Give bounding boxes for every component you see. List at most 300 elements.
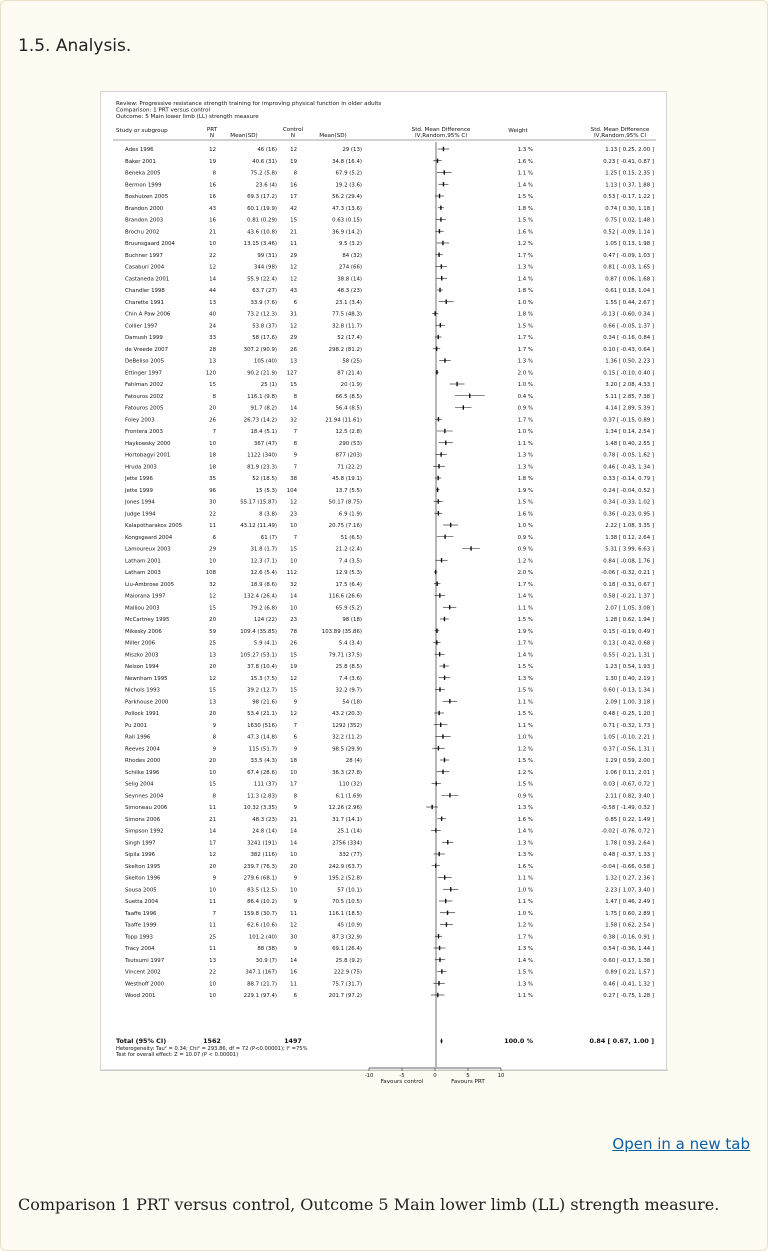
control-mean-sd: 1292 (352) bbox=[332, 722, 362, 729]
study-row bbox=[124, 958, 654, 964]
study-row bbox=[125, 570, 654, 576]
control-n: 14 bbox=[290, 957, 297, 964]
weight-value: 1.2 % bbox=[517, 241, 533, 247]
study-name: Ettinger 1997 bbox=[125, 370, 162, 377]
prt-n: 7 bbox=[212, 910, 216, 917]
control-n: 26 bbox=[290, 640, 297, 647]
prt-n: 6 bbox=[212, 534, 216, 541]
prt-n: 13 bbox=[209, 652, 216, 659]
smd-ci-value: 0.66 [ -0.05, 1.37 ] bbox=[603, 323, 654, 330]
prt-mean-sd: 98 (21.6) bbox=[252, 699, 277, 706]
study-row bbox=[125, 970, 654, 976]
study-row bbox=[125, 429, 654, 435]
prt-n: 12 bbox=[209, 675, 216, 682]
study-name: Casaburi 2004 bbox=[125, 264, 165, 271]
weight-value: 1.7 % bbox=[517, 640, 533, 647]
control-n: 38 bbox=[290, 476, 297, 482]
study-row bbox=[125, 605, 654, 611]
prt-n: 13 bbox=[209, 299, 216, 306]
prt-mean-sd: 239.7 (76.3) bbox=[243, 863, 277, 870]
prt-mean-sd: 5.9 (4.1) bbox=[253, 640, 277, 647]
prt-mean-sd: 53.8 (37) bbox=[252, 323, 277, 330]
study-row bbox=[125, 664, 654, 670]
study-row bbox=[125, 265, 654, 271]
control-mean-sd: 32.8 (11.7) bbox=[332, 323, 362, 330]
prt-n: 29 bbox=[209, 546, 216, 553]
smd-ci-value: 0.15 [ -0.19, 0.49 ] bbox=[603, 628, 654, 635]
weight-value: 1.9 % bbox=[517, 628, 533, 635]
smd-ci-value: 0.48 [ -0.37, 1.33 ] bbox=[603, 852, 654, 858]
study-row bbox=[125, 241, 654, 247]
study-row bbox=[125, 370, 654, 376]
control-n: 12 bbox=[290, 922, 297, 929]
weight-value: 1.1 % bbox=[517, 875, 533, 882]
point-estimate bbox=[444, 617, 445, 621]
prt-mean-sd: 105 (40) bbox=[253, 358, 277, 365]
study-name: Taaffe 1999 bbox=[125, 922, 157, 929]
prt-n: 16 bbox=[209, 217, 216, 224]
prt-mean-sd: 30.9 (7) bbox=[255, 957, 277, 964]
weight-value: 1.6 % bbox=[517, 229, 533, 236]
smd-ci-value: 2.22 [ 1.08, 3.35 ] bbox=[605, 523, 654, 529]
study-row bbox=[125, 406, 654, 412]
prt-mean-sd: 124 (22) bbox=[253, 617, 277, 623]
point-estimate bbox=[446, 300, 447, 304]
weight-value: 1.3 % bbox=[517, 840, 533, 847]
weight-value: 1.6 % bbox=[517, 816, 533, 823]
point-estimate bbox=[444, 758, 445, 762]
control-mean-sd: 21.94 (11.61) bbox=[325, 417, 362, 424]
study-name: Selig 2004 bbox=[125, 781, 154, 788]
study-row bbox=[125, 159, 654, 165]
prt-n: 16 bbox=[209, 194, 216, 200]
weight-value: 1.1 % bbox=[517, 605, 533, 612]
prt-mean-sd: 0.81 (0.29) bbox=[247, 217, 277, 224]
smd-ci-value: -0.06 [ -0.32, 0.21 ] bbox=[601, 570, 654, 576]
study-name: Boshuizen 2005 bbox=[125, 194, 169, 200]
prt-mean-sd: 132.4 (26.4) bbox=[243, 593, 277, 600]
study-name: Liu-Ambrose 2005 bbox=[125, 581, 175, 588]
prt-n: 20 bbox=[209, 863, 216, 870]
weight-value: 1.1 % bbox=[517, 993, 533, 999]
control-mean-sd: 19.2 (3.6) bbox=[335, 182, 362, 189]
control-n: 10 bbox=[290, 523, 297, 529]
control-mean-sd: 32.2 (11.2) bbox=[332, 734, 362, 741]
control-mean-sd: 47.3 (13.6) bbox=[332, 205, 362, 212]
smd-ci-value: -0.02 [ -0.76, 0.72 ] bbox=[601, 828, 654, 835]
study-row bbox=[125, 840, 654, 846]
overall-effect-text: Test for overall effect: Z = 10.07 (P < 0.00001) bbox=[116, 1052, 239, 1058]
control-n: 112 bbox=[286, 570, 297, 576]
prt-n: 32 bbox=[209, 581, 216, 588]
control-n: 26 bbox=[290, 346, 297, 353]
weight-value: 1.7 % bbox=[517, 581, 533, 588]
study-row bbox=[125, 288, 654, 294]
smd-ci-value: 0.34 [ -0.16, 0.84 ] bbox=[603, 335, 654, 341]
study-name: Nelson 1994 bbox=[125, 664, 159, 670]
smd-ci-value: 0.54 [ -0.36, 1.44 ] bbox=[603, 946, 654, 952]
study-row bbox=[125, 805, 654, 811]
weight-value: 1.5 % bbox=[517, 323, 533, 330]
smd-ci-value: 0.27 [ -0.75, 1.28 ] bbox=[603, 993, 654, 999]
weight-value: 1.7 % bbox=[517, 252, 533, 259]
point-estimate bbox=[444, 676, 445, 680]
control-mean-sd: 298.2 (81.2) bbox=[328, 346, 362, 353]
study-row bbox=[125, 453, 654, 459]
study-row bbox=[125, 218, 654, 224]
control-mean-sd: 87 (21.4) bbox=[337, 370, 362, 377]
study-name: Sipila 1996 bbox=[125, 852, 156, 858]
control-mean-sd: 195.2 (52.8) bbox=[328, 875, 362, 882]
control-n: 15 bbox=[290, 652, 297, 659]
control-n: 15 bbox=[290, 546, 297, 553]
smd-ci-value: 0.74 [ 0.30, 1.18 ] bbox=[605, 205, 654, 212]
prt-mean-sd: 12.3 (7.1) bbox=[250, 558, 277, 565]
point-estimate bbox=[445, 899, 446, 903]
prt-mean-sd: 15 (5.3) bbox=[255, 487, 277, 494]
point-estimate bbox=[436, 582, 437, 586]
study-name: Lamoureux 2003 bbox=[125, 546, 171, 553]
smd-ci-value: 1.05 [ -0.10, 2.21 ] bbox=[603, 734, 654, 741]
control-n: 14 bbox=[290, 840, 297, 847]
smd-ci-value: 0.13 [ -0.42, 0.68 ] bbox=[603, 640, 654, 647]
control-mean-sd: 6.9 (1.9) bbox=[338, 511, 362, 518]
control-mean-sd: 56.4 (8.5) bbox=[335, 405, 362, 412]
smd-ci-value: 0.55 [ -0.21, 1.31 ] bbox=[603, 652, 654, 659]
weight-value: 1.4 % bbox=[517, 182, 533, 189]
study-row bbox=[125, 793, 654, 799]
prt-n: 28 bbox=[209, 346, 216, 353]
smd-ci-value: 1.75 [ 0.60, 2.89 ] bbox=[605, 910, 654, 917]
smd-ci-value: 1.23 [ 0.54, 1.93 ] bbox=[605, 664, 654, 670]
study-name: Buchner 1997 bbox=[125, 252, 163, 259]
study-name: Judge 1994 bbox=[125, 511, 156, 518]
smd-ci-value: 0.78 [ -0.05, 1.62 ] bbox=[603, 452, 654, 459]
point-estimate bbox=[438, 746, 439, 750]
smd-ci-value: 1.25 [ 0.15, 2.35 ] bbox=[605, 170, 654, 177]
prt-n: 9 bbox=[212, 722, 216, 729]
control-n: 127 bbox=[286, 370, 297, 377]
control-mean-sd: 25.8 (9.2) bbox=[335, 957, 362, 964]
weight-value: 1.0 % bbox=[517, 734, 533, 741]
control-mean-sd: 56.2 (29.4) bbox=[332, 194, 362, 200]
prt-mean-sd: 75.2 (5.8) bbox=[250, 170, 277, 177]
prt-n: 24 bbox=[209, 323, 216, 330]
study-name: Foley 2003 bbox=[125, 417, 155, 424]
point-estimate bbox=[442, 770, 443, 774]
prt-n: 40 bbox=[209, 311, 216, 318]
smd-ci-value: 1.13 [ 0.37, 1.88 ] bbox=[605, 182, 654, 189]
study-row bbox=[125, 382, 654, 388]
smd-ci-value: -0.13 [ -0.60, 0.34 ] bbox=[601, 311, 654, 318]
prt-mean-sd: 83.5 (12.5) bbox=[247, 887, 277, 894]
prt-mean-sd: 53.4 (21.1) bbox=[247, 711, 277, 717]
prt-mean-sd: 10.32 (3.35) bbox=[243, 805, 277, 811]
header-weight: Weight bbox=[508, 128, 528, 134]
point-estimate bbox=[436, 370, 437, 374]
prt-mean-sd: 55.9 (22.4) bbox=[247, 276, 277, 283]
control-mean-sd: 2756 (334) bbox=[332, 840, 362, 847]
study-row bbox=[125, 464, 654, 470]
control-mean-sd: 45 (10.9) bbox=[337, 922, 362, 929]
forest-plot bbox=[101, 92, 668, 1072]
control-n: 6 bbox=[293, 993, 297, 999]
control-mean-sd: 75.7 (31.7) bbox=[332, 981, 362, 988]
study-row bbox=[125, 629, 654, 635]
study-name: Newnham 1995 bbox=[125, 675, 168, 682]
point-estimate bbox=[438, 335, 439, 339]
point-estimate bbox=[440, 323, 441, 327]
control-n: 7 bbox=[293, 534, 297, 541]
study-name: Tsutsumi 1997 bbox=[125, 957, 165, 964]
point-estimate bbox=[439, 687, 440, 691]
study-name: Schilke 1996 bbox=[125, 769, 160, 776]
control-mean-sd: 222.9 (75) bbox=[333, 969, 362, 976]
study-name: Latham 2003 bbox=[125, 570, 161, 576]
weight-value: 1.5 % bbox=[517, 194, 533, 200]
smd-ci-value: 0.89 [ 0.21, 1.57 ] bbox=[605, 969, 654, 976]
control-n: 31 bbox=[290, 311, 297, 318]
control-n: 10 bbox=[290, 852, 297, 858]
prt-n: 11 bbox=[209, 805, 216, 811]
x-axis bbox=[250, 1062, 550, 1102]
study-name: Frontera 2003 bbox=[125, 429, 163, 435]
open-in-new-tab-link[interactable]: Open in a new tab bbox=[612, 1135, 750, 1153]
study-row bbox=[125, 993, 654, 999]
study-row bbox=[124, 476, 654, 482]
smd-ci-value: 1.29 [ 0.59, 2.00 ] bbox=[605, 758, 654, 764]
control-n: 8 bbox=[293, 170, 297, 177]
outcome-title: Outcome: 5 Main lower limb (LL) strength measure bbox=[116, 114, 259, 120]
prt-mean-sd: 90.2 (21.9) bbox=[247, 370, 277, 377]
point-estimate bbox=[437, 993, 438, 997]
control-mean-sd: 34.8 (16.4) bbox=[332, 158, 362, 165]
study-name: Castaneda 2001 bbox=[125, 276, 170, 283]
study-name: Haykowsky 2000 bbox=[125, 440, 171, 447]
study-name: Brandon 2003 bbox=[125, 217, 164, 224]
prt-mean-sd: 52 (18.5) bbox=[252, 476, 277, 482]
prt-n: 11 bbox=[209, 946, 216, 952]
point-estimate bbox=[438, 852, 439, 856]
header-smd-plot-method: IV,Random,95% CI bbox=[415, 133, 467, 139]
control-mean-sd: 71 (22.2) bbox=[337, 464, 362, 471]
point-estimate bbox=[437, 159, 438, 163]
axis-tick-label: 10 bbox=[497, 1073, 505, 1079]
point-estimate bbox=[441, 276, 442, 280]
point-estimate bbox=[439, 593, 440, 597]
prt-mean-sd: 46 (16) bbox=[257, 147, 277, 153]
header-smd-ci-method: IV,Random,95% CI bbox=[594, 133, 646, 139]
prt-mean-sd: 62.6 (10.6) bbox=[247, 922, 277, 929]
prt-n: 12 bbox=[209, 852, 216, 858]
control-mean-sd: 103.89 (35.86) bbox=[321, 628, 362, 635]
weight-value: 1.4 % bbox=[517, 828, 533, 835]
control-mean-sd: 9.5 (3.2) bbox=[338, 241, 362, 247]
control-mean-sd: 0.63 (0.15) bbox=[332, 217, 362, 224]
smd-ci-value: 0.85 [ 0.22, 1.49 ] bbox=[605, 816, 654, 823]
control-n: 12 bbox=[290, 264, 297, 271]
smd-ci-value: 1.48 [ 0.40, 2.55 ] bbox=[605, 440, 654, 447]
smd-ci-value: 0.58 [ -0.21, 1.37 ] bbox=[603, 593, 654, 600]
control-mean-sd: 110 (32) bbox=[338, 781, 362, 788]
smd-ci-value: 1.30 [ 0.40, 2.19 ] bbox=[605, 675, 654, 682]
smd-ci-value: 0.24 [ -0.04, 0.52 ] bbox=[603, 487, 654, 494]
control-n: 6 bbox=[293, 734, 297, 741]
study-name: Chandler 1998 bbox=[125, 288, 165, 294]
prt-n: 11 bbox=[209, 523, 216, 529]
prt-n: 13 bbox=[209, 957, 216, 964]
point-estimate bbox=[443, 664, 444, 668]
prt-n: 15 bbox=[209, 781, 216, 788]
weight-value: 1.1 % bbox=[517, 722, 533, 729]
prt-n: 17 bbox=[209, 840, 216, 847]
study-row bbox=[124, 488, 654, 494]
prt-mean-sd: 33.9 (7.6) bbox=[250, 299, 277, 306]
point-estimate bbox=[442, 241, 443, 245]
prt-mean-sd: 1122 (340) bbox=[247, 452, 277, 459]
study-name: Damush 1999 bbox=[125, 335, 163, 341]
point-estimate bbox=[444, 358, 445, 362]
weight-value: 1.1 % bbox=[517, 699, 533, 706]
control-n: 19 bbox=[290, 664, 297, 670]
control-n: 16 bbox=[290, 969, 297, 976]
control-n: 30 bbox=[290, 934, 297, 941]
study-row bbox=[125, 253, 654, 259]
prt-mean-sd: 43.12 (11.49) bbox=[240, 523, 277, 529]
comparison-title: Comparison: 1 PRT versus control bbox=[116, 107, 211, 114]
control-mean-sd: 57 (10.1) bbox=[337, 887, 362, 894]
study-name: Westhoff 2000 bbox=[125, 981, 165, 988]
prt-n: 14 bbox=[209, 828, 216, 835]
control-mean-sd: 51 (6.5) bbox=[340, 534, 362, 541]
smd-ci-value: 1.28 [ 0.62, 1.94 ] bbox=[605, 617, 654, 623]
smd-ci-value: 0.60 [ -0.17, 1.38 ] bbox=[603, 957, 654, 964]
prt-n: 26 bbox=[209, 417, 216, 424]
control-mean-sd: 274 (66) bbox=[338, 264, 362, 271]
weight-value: 1.8 % bbox=[517, 311, 533, 318]
point-estimate bbox=[440, 723, 441, 727]
control-n: 10 bbox=[290, 558, 297, 565]
weight-value: 1.2 % bbox=[517, 746, 533, 753]
point-estimate bbox=[438, 511, 439, 515]
prt-mean-sd: 73.2 (12.3) bbox=[247, 311, 277, 318]
total-control-n: 1497 bbox=[284, 1037, 302, 1045]
control-mean-sd: 332 (77) bbox=[338, 852, 362, 858]
study-row bbox=[125, 829, 654, 835]
weight-value: 0.9 % bbox=[517, 793, 533, 800]
prt-mean-sd: 111 (37) bbox=[253, 781, 277, 788]
control-n: 8 bbox=[293, 793, 297, 800]
header-control-mean: Mean(SD) bbox=[319, 133, 347, 139]
prt-n: 11 bbox=[209, 899, 216, 905]
prt-mean-sd: 67.4 (28.6) bbox=[247, 769, 277, 776]
control-mean-sd: 98.5 (29.9) bbox=[332, 746, 362, 753]
study-name: Latham 2001 bbox=[125, 558, 161, 565]
weight-value: 1.5 % bbox=[517, 617, 533, 623]
control-mean-sd: 50.17 (8.75) bbox=[328, 499, 362, 506]
study-name: Suetta 2004 bbox=[125, 899, 159, 905]
smd-ci-value: 0.15 [ -0.10, 0.40 ] bbox=[603, 370, 654, 377]
control-mean-sd: 52 (17.4) bbox=[337, 335, 362, 341]
control-n: 9 bbox=[293, 875, 297, 882]
weight-value: 1.7 % bbox=[517, 934, 533, 941]
forest-plot-figure bbox=[100, 91, 667, 1071]
study-row bbox=[125, 758, 654, 764]
weight-value: 1.0 % bbox=[517, 382, 533, 388]
smd-ci-value: 0.46 [ -0.41, 1.32 ] bbox=[603, 981, 654, 988]
prt-n: 20 bbox=[209, 405, 216, 412]
prt-mean-sd: 88.7 (21.7) bbox=[247, 981, 277, 988]
prt-mean-sd: 15.3 (7.5) bbox=[250, 675, 277, 682]
point-estimate bbox=[444, 170, 445, 174]
study-row bbox=[125, 582, 654, 588]
weight-value: 1.1 % bbox=[517, 170, 533, 177]
point-estimate bbox=[463, 405, 464, 409]
control-n: 9 bbox=[293, 699, 297, 706]
point-estimate bbox=[440, 206, 441, 210]
prt-mean-sd: 61 (7) bbox=[260, 534, 277, 541]
control-n: 15 bbox=[290, 382, 297, 388]
smd-ci-value: 0.75 [ 0.02, 1.48 ] bbox=[605, 217, 654, 224]
weight-value: 1.5 % bbox=[517, 687, 533, 694]
point-estimate bbox=[434, 311, 435, 315]
figure-caption: Comparison 1 PRT versus control, Outcome 5 Main lower limb (LL) strength measure. bbox=[18, 1195, 720, 1214]
point-estimate bbox=[438, 981, 439, 985]
prt-n: 96 bbox=[209, 487, 216, 494]
control-n: 21 bbox=[290, 816, 297, 823]
control-n: 13 bbox=[290, 358, 297, 365]
prt-n: 9 bbox=[212, 746, 216, 753]
smd-ci-value: 2.07 [ 1.05, 3.08 ] bbox=[605, 605, 654, 612]
study-name: Hruda 2003 bbox=[125, 464, 157, 471]
section-heading: 1.5. Analysis. bbox=[18, 36, 132, 56]
control-n: 43 bbox=[290, 288, 297, 294]
point-estimate bbox=[436, 629, 437, 633]
weight-value: 1.0 % bbox=[517, 523, 533, 529]
study-name: Singh 1997 bbox=[125, 840, 156, 847]
study-name: Maiorana 1997 bbox=[125, 593, 166, 600]
prt-mean-sd: 24.8 (14) bbox=[252, 828, 277, 835]
control-n: 9 bbox=[293, 746, 297, 753]
weight-value: 1.4 % bbox=[517, 593, 533, 600]
weight-value: 1.5 % bbox=[517, 758, 533, 764]
prt-n: 18 bbox=[209, 452, 216, 459]
study-row bbox=[124, 911, 654, 917]
prt-n: 8 bbox=[212, 793, 216, 800]
prt-n: 25 bbox=[209, 640, 216, 647]
axis-tick-label: 0 bbox=[433, 1073, 437, 1079]
control-mean-sd: 13.7 (5.5) bbox=[335, 487, 362, 494]
control-n: 9 bbox=[293, 452, 297, 459]
control-n: 6 bbox=[293, 299, 297, 306]
study-row bbox=[125, 359, 654, 365]
prt-n: 13 bbox=[209, 699, 216, 706]
control-n: 21 bbox=[290, 229, 297, 236]
prt-n: 7 bbox=[212, 429, 216, 435]
prt-n: 35 bbox=[209, 476, 216, 482]
study-name: Jones 1994 bbox=[125, 499, 155, 506]
study-name: Reeves 2004 bbox=[125, 746, 160, 753]
prt-n: 10 bbox=[209, 887, 216, 894]
weight-value: 1.9 % bbox=[517, 487, 533, 494]
smd-ci-value: 0.33 [ -0.14, 0.79 ] bbox=[603, 476, 654, 482]
study-name: Seynnes 2004 bbox=[125, 793, 164, 800]
control-mean-sd: 877 (203) bbox=[335, 452, 362, 459]
study-name: Charette 1991 bbox=[125, 299, 164, 306]
smd-ci-value: 0.48 [ -0.25, 1.20 ] bbox=[603, 711, 654, 717]
prt-n: 108 bbox=[205, 570, 216, 576]
weight-value: 0.9 % bbox=[517, 546, 533, 553]
